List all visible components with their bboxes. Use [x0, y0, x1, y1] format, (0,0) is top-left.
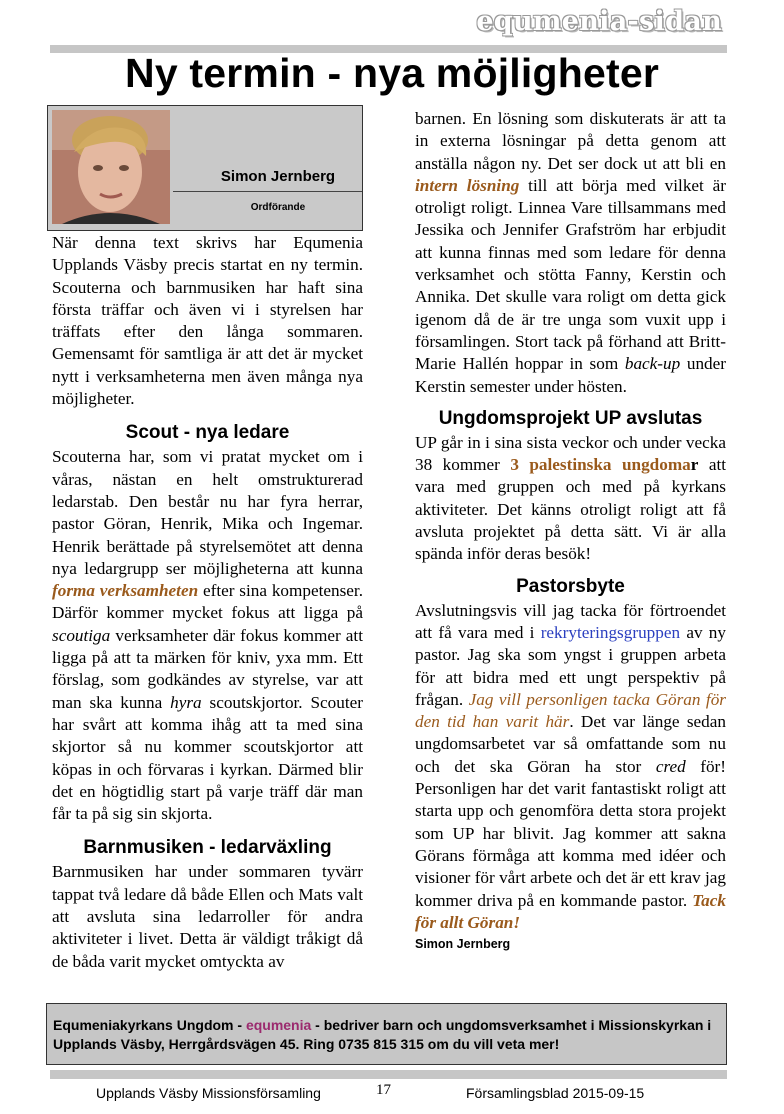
footer-left: Upplands Väsby Missionsförsamling [96, 1085, 321, 1101]
rekrytering-link[interactable]: rekryteringsgruppen [540, 622, 681, 642]
barn-heading: Barnmusiken - ledarväxling [83, 837, 332, 859]
signature: Simon Jernberg [415, 937, 511, 952]
profile-box [47, 105, 363, 231]
barn-continued-paragraph: barnen. En lösning som diskuterats är att ta in externa lösningar på detta genom att anställa någon ny. Det ser dock ut att bli en intern lösning till att börja med vilket är otroligt roligt. Linnea Vare tillsammans med Jessika och Jennifer Grafström har erbjudit att kunna finnas med som ledare för denna verksamhet och stötta Fanny, Kerstin och Annika. Det skulle vara roligt om detta gick igenom då de är tre unga som vuxit upp i församlingen. Stort tack på förhand att Britt-Marie Hallén hoppar in som back-up under Kerstin semester under hösten. [415, 109, 726, 396]
profile-photo [52, 110, 170, 224]
footer-right: Församlingsblad 2015-09-15 [466, 1085, 645, 1101]
up-paragraph: UP går in i sina sista veckor och under vecka 38 kommer 3 palestinska ungdomar att vara med gruppen och med på kyrkans aktiviteter. Det känns otroligt roligt att få avsluta projektet på detta sätt. Vi är alla spända inför deras besök! [415, 432, 726, 564]
bottom-rule [50, 1070, 727, 1079]
scout-paragraph: Scouterna har, som vi pratat mycket om i våras, nästan en helt omstrukturerad ledarstab. Den består nu har fyra herrar, pastor Göran, Henrik, Mika och Ingemar. Henrik berättade på styrelsemötet att denna nya ledargrupp ser möjligheterna att kunna forma verksamheten efter sina kompetenser. Därför kommer mycket fokus att ligga på scoutiga verksamheter där fokus kommer att ligga på att ta märken för kniv, yxa mm. Ett förslag, som godkändes av styrelse, var att man ska kunna hyra scoutskjortor. Scouter har svårt att komma ihåg att ta med sina skjortor så nu kommer scoutskjortor att köpas in och förvaras i kyrkan. Därmed blir det en högtidlig start på varje träff där man får ta på sig sin skjorta. [52, 447, 363, 824]
pastor-paragraph: Avslutningsvis vill jag tacka för förtroendet att få vara med i rekryteringsgruppen av ny pastor. Jag ska som yngst i gruppen arbeta för att bidra med ett ungt perspektiv på frågan. Jag vill personligen tacka Göran för den tid han varit här. Det var länge sedan ungdomsarbetet var så omfattande som nu och det ska Göran ha stor cred för! Personligen har det varit fantastiskt roligt att starta upp och genomföra detta stora projekt som UP har blivit. Jag kommer att sakna Görans förmåga att komma med idéer och visioner för vårt arbete och det är ett krav jag kommer driva på en kommande pastor. Tack för allt Göran! [415, 600, 727, 932]
right-column [415, 108, 726, 951]
profile-name: Simon Jernberg [220, 168, 336, 185]
page-headline: Ny termin - nya möjligheter [125, 50, 659, 96]
page-number: 17 [376, 1082, 391, 1098]
left-column [52, 232, 363, 973]
pastor-heading: Pastorsbyte [516, 575, 625, 597]
info-box [46, 1003, 727, 1065]
up-heading: Ungdomsprojekt UP avslutas [438, 407, 703, 429]
scout-heading: Scout - nya ledare [125, 422, 290, 444]
intro-paragraph: När denna text skrivs har Equmenia Upplands Väsby precis startat en ny termin. Scouterna och barnmusiken har haft sina första träffar och även vi i styrelsen har träffats efter den långa sommaren. Gemensamt för samtliga är att det är mycket nytt i verksamheterna men även många nya möjligheter. [52, 233, 363, 409]
section-brand: equmenia-sidan [476, 6, 722, 37]
info-box-text: Equmeniakyrkans Ungdom - equmenia - bedriver barn och ungdomsverksamhet i Missionskyrkan i Upplands Väsby, Herrgårdsvägen 45. Ring 0735 815 315 om du vill veta mer! [53, 1017, 712, 1052]
equmenia-brand: equmenia [245, 1017, 312, 1033]
profile-divider [173, 191, 362, 192]
barn-paragraph: Barnmusiken har under sommaren tyvärr tappat två ledare då både Ellen och Mats valt att avsluta sina ledarroller för andra aktiviteter i livet. Detta är väldigt tråkigt då de båda varit mycket omtyckta av [52, 862, 363, 971]
profile-role: Ordförande [250, 202, 306, 213]
